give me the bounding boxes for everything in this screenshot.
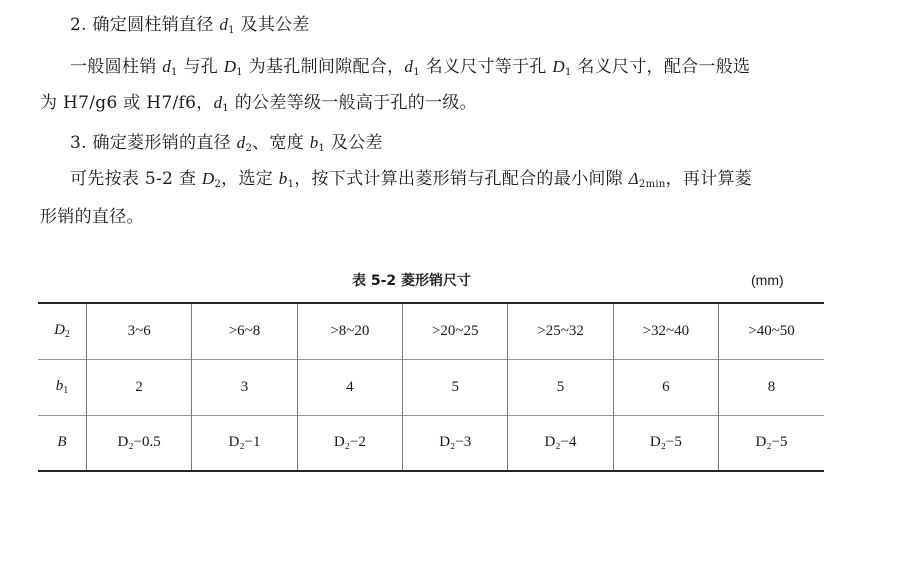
text-segment: D xyxy=(201,169,215,188)
text-segment: 1 xyxy=(287,179,295,190)
text-segment: 2 xyxy=(214,179,222,190)
table-cell: >40~50 xyxy=(719,303,824,359)
text-segment: 与孔 xyxy=(177,57,224,77)
text-segment: ，按下式计算出菱形销与孔配合的最小间隙 xyxy=(294,169,629,189)
text-segment: ，再计算菱 xyxy=(665,169,753,189)
table-cell: D₂−5 xyxy=(719,415,824,471)
text-segment: d xyxy=(162,57,172,76)
table-cell: D₂−0.5 xyxy=(87,415,192,471)
table-cell: 5 xyxy=(508,359,613,415)
row-header-symbol: b xyxy=(55,378,64,394)
table-cell: 3 xyxy=(192,359,297,415)
text-segment: 为基孔制间隙配合， xyxy=(242,57,405,77)
text-segment: 3. 确定菱形销的直径 xyxy=(70,133,237,153)
text-segment: 形销的直径。 xyxy=(40,207,144,227)
text-segment: b xyxy=(278,169,288,188)
table-cell: 4 xyxy=(297,359,402,415)
text-segment: 1 xyxy=(413,67,420,78)
paragraph-line-1 xyxy=(70,14,310,42)
table-cell: >25~32 xyxy=(508,303,613,359)
table-row xyxy=(38,359,824,415)
row-header xyxy=(38,303,87,359)
row-header-symbol: B xyxy=(57,434,67,451)
row-header xyxy=(38,359,87,415)
paragraph-line-3 xyxy=(40,92,477,120)
text-segment: 一般圆柱销 xyxy=(70,57,163,77)
row-header-symbol: D xyxy=(54,322,65,339)
paragraph-line-5 xyxy=(70,168,752,196)
text-segment: 名义尺寸等于孔 xyxy=(419,57,553,77)
table-cell: 3~6 xyxy=(87,303,192,359)
row-header xyxy=(38,415,87,471)
table-cell: >6~8 xyxy=(192,303,297,359)
text-segment: 1 xyxy=(222,103,230,114)
text-segment: d xyxy=(404,57,414,76)
text-segment: D xyxy=(552,57,565,76)
paragraph-line-6 xyxy=(40,206,144,228)
text-segment: 及公差 xyxy=(325,133,383,153)
text-segment: 2min xyxy=(638,179,666,190)
table-cell: 5 xyxy=(403,359,508,415)
table-cell: D₂−1 xyxy=(192,415,297,471)
table-cell: >8~20 xyxy=(297,303,402,359)
table-cell: 8 xyxy=(719,359,824,415)
diamond-pin-size-table xyxy=(38,302,824,472)
table-cell: >32~40 xyxy=(613,303,718,359)
text-segment: b xyxy=(309,133,319,152)
text-segment: 1 xyxy=(228,25,235,36)
text-segment: D xyxy=(223,57,237,76)
text-segment: 的公差等级一般高于孔的一级。 xyxy=(229,93,477,113)
text-segment: 1 xyxy=(236,67,243,78)
text-segment: 可先按表 5-2 查 xyxy=(70,169,202,189)
text-segment: 、宽度 xyxy=(252,133,310,153)
text-segment: Δ xyxy=(628,169,639,188)
table-row xyxy=(38,303,824,359)
row-header-subscript: 2 xyxy=(64,329,70,341)
table-title: 表 5-2 菱形销尺寸 xyxy=(352,273,472,289)
table-cell: D₂−5 xyxy=(613,415,718,471)
table-cell: D₂−2 xyxy=(297,415,402,471)
table-cell: 6 xyxy=(613,359,718,415)
table-cell: 2 xyxy=(87,359,192,415)
text-segment: d xyxy=(219,15,229,34)
table-unit: (mm) xyxy=(751,272,784,288)
table-cell: D₂−4 xyxy=(508,415,613,471)
text-segment: 为 H7/g6 或 H7/f6， xyxy=(40,93,214,113)
text-segment: d xyxy=(213,93,223,112)
text-segment: 2 xyxy=(245,143,253,154)
text-segment: 名义尺寸，配合一般选 xyxy=(571,57,751,77)
text-segment: 1 xyxy=(171,67,178,78)
text-segment: d xyxy=(236,133,246,152)
table-cell: >20~25 xyxy=(403,303,508,359)
paragraph-line-4 xyxy=(70,132,383,160)
table-row xyxy=(38,415,824,471)
table-cell: D₂−3 xyxy=(403,415,508,471)
paragraph-line-2 xyxy=(70,56,750,84)
row-header-subscript: 1 xyxy=(63,385,69,396)
text-segment: 1 xyxy=(318,143,326,154)
text-segment: 1 xyxy=(564,67,572,78)
text-segment: 2. 确定圆柱销直径 xyxy=(70,15,220,35)
text-segment: 及其公差 xyxy=(234,15,310,35)
text-segment: ，选定 xyxy=(221,169,279,189)
